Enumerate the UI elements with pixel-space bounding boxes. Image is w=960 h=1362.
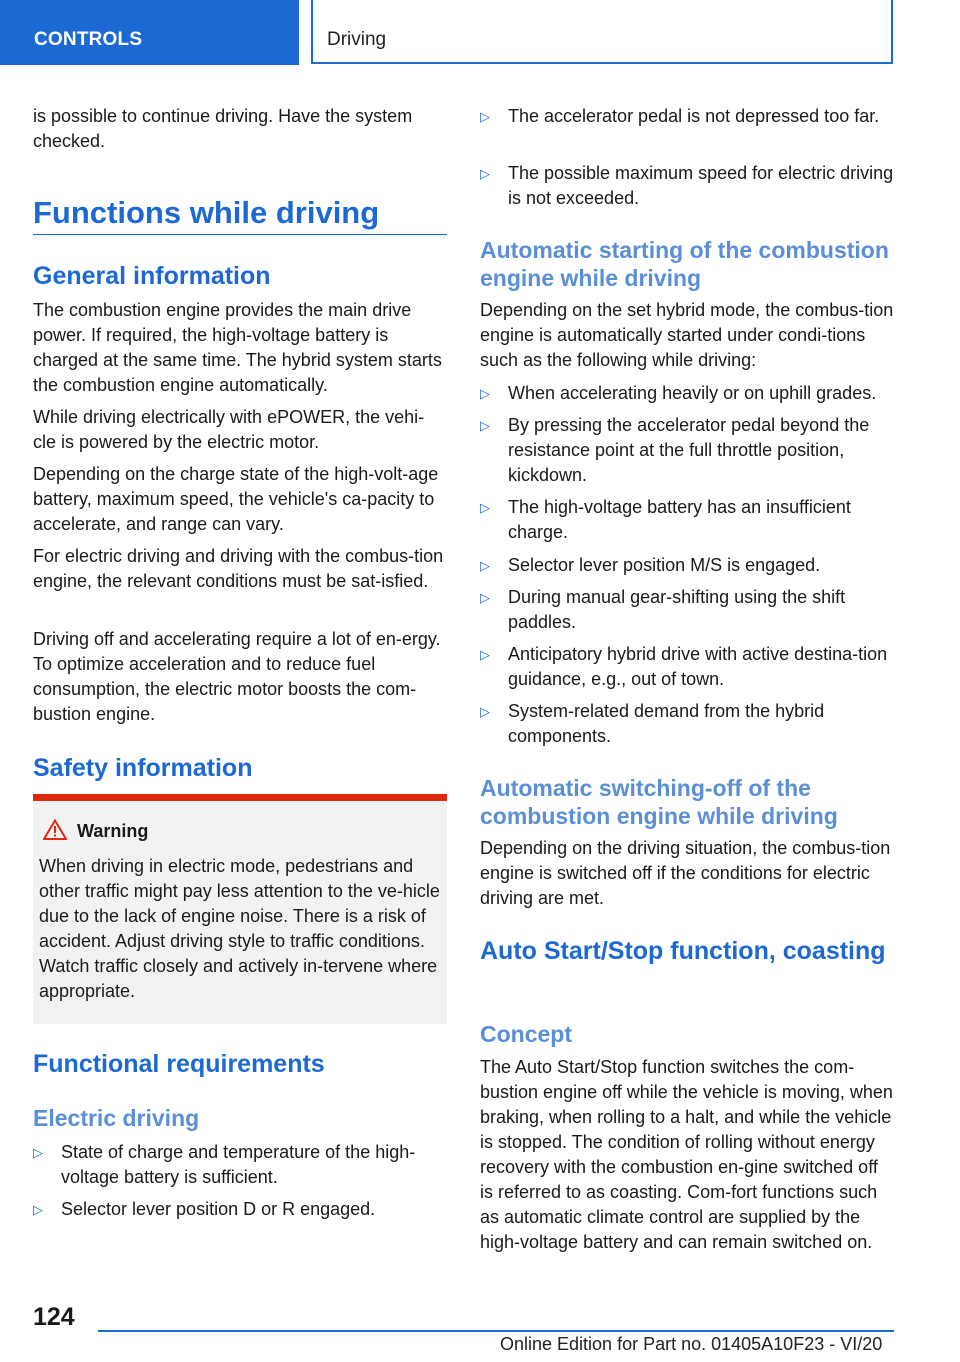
heading-electric-driving: Electric driving <box>33 1105 200 1131</box>
general-paragraph-5: Driving off and accelerating require a lot of en-ergy. To optimize acceleration and to reduce fuel consumption, the electric motor boosts the com-bustion engine. <box>33 629 441 724</box>
bullet-triangle-icon: ▷ <box>480 109 490 124</box>
bullet-triangle-icon: ▷ <box>480 647 490 662</box>
bullet-triangle-icon: ▷ <box>33 1145 43 1160</box>
general-paragraph-2: While driving electrically with ePOWER, the vehi-cle is powered by the electric motor. <box>33 407 425 452</box>
heading-functional-requirements: Functional requirements <box>33 1050 325 1078</box>
list-item: ▷ State of charge and temperature of the high-voltage battery is sufficient. <box>33 1142 416 1187</box>
general-paragraph-1: The combustion engine provides the main drive power. If required, the high-voltage battery is charged at the same time. The hybrid system starts the combustion engine automatically. <box>33 300 442 395</box>
footer-edition: Online Edition for Part no. 01405A10F23 - VI/20 <box>500 1334 883 1354</box>
warning-title: Warning <box>77 821 149 841</box>
list-item: ▷ Anticipatory hybrid drive with active destina-tion guidance, e.g., out of town. <box>480 644 888 689</box>
bullet-triangle-icon: ▷ <box>480 418 490 433</box>
bullet-triangle-icon: ▷ <box>480 704 490 719</box>
auto-off-paragraph: Depending on the driving situation, the combus-tion engine is switched off if the conditions for electric driving are met. <box>480 838 891 908</box>
heading-automatic-starting: Automatic starting of the combustion engine while driving <box>480 237 889 291</box>
warning-bar <box>33 794 447 801</box>
footer-rule <box>98 1330 894 1332</box>
list-item: ▷ System-related demand from the hybrid components. <box>480 701 825 746</box>
bullet-triangle-icon: ▷ <box>480 558 490 573</box>
heading-functions-while-driving: Functions while driving <box>33 195 380 230</box>
list-item: ▷ The possible maximum speed for electric driving is not exceeded. <box>480 163 894 208</box>
section-title: CONTROLS <box>34 29 143 50</box>
bullet-triangle-icon: ▷ <box>33 1202 43 1217</box>
general-paragraph-3: Depending on the charge state of the high-volt-age battery, maximum speed, the vehicle's ca-pacity to accelerate, and range can vary. <box>33 464 439 534</box>
list-item: ▷ When accelerating heavily or on uphill grades. <box>480 381 894 406</box>
bullet-triangle-icon: ▷ <box>480 386 490 401</box>
warning-triangle-icon <box>43 819 67 840</box>
list-item: ▷ The high-voltage battery has an insufficient charge. <box>480 497 851 542</box>
heading-automatic-switching-off: Automatic switching-off of the combustion engine while driving <box>480 775 838 829</box>
heading-safety-information: Safety information <box>33 754 253 782</box>
chapter-tab <box>311 0 893 64</box>
heading-general-information: General information <box>33 262 271 290</box>
intro-paragraph: is possible to continue driving. Have the system checked. <box>33 106 413 151</box>
list-item: ▷ The accelerator pedal is not depressed too far. <box>480 104 894 154</box>
bullet-triangle-icon: ▷ <box>480 500 490 515</box>
list-item: ▷ During manual gear-shifting using the shift paddles. <box>480 587 846 632</box>
page-number: 124 <box>33 1303 75 1331</box>
bullet-triangle-icon: ▷ <box>480 590 490 605</box>
auto-start-paragraph: Depending on the set hybrid mode, the combus-tion engine is automatically started under condi-tions such as the following while driving: <box>480 300 894 370</box>
section-tab <box>0 0 299 65</box>
bullet-triangle-icon: ▷ <box>480 166 490 181</box>
warning-body: When driving in electric mode, pedestrians and other traffic might pay less attention to the ve-hicle due to the lack of engine noise. There is a risk of accident. Adjust driving style to traffic conditions. Watch traffic closely and actively in-tervene where appropriate. <box>39 856 440 1001</box>
general-paragraph-4: For electric driving and driving with the combus-tion engine, the relevant conditions must be sat-isfied. <box>33 546 444 591</box>
list-item: ▷ By pressing the accelerator pedal beyond the resistance point at the full throttle position, kickdown. <box>480 415 870 485</box>
warning-box <box>33 794 447 1024</box>
chapter-title: Driving <box>327 29 387 50</box>
list-item: ▷ Selector lever position D or R engaged. <box>33 1197 447 1222</box>
list-item: ▷ Selector lever position M/S is engaged. <box>480 553 894 578</box>
heading-rule <box>33 234 447 235</box>
heading-auto-start-stop: Auto Start/Stop function, coasting <box>480 937 886 965</box>
heading-concept: Concept <box>480 1021 572 1047</box>
concept-paragraph: The Auto Start/Stop function switches the com-bustion engine off while the vehicle is moving, when braking, when rolling to a halt, and while the vehicle is stopped. The condition of rolling without energy recovery with the combustion en-gine switched off is referred to as coasting. Com-fort functions such as automatic climate control are supplied by the high-voltage battery and can remain switched on. <box>480 1057 893 1252</box>
